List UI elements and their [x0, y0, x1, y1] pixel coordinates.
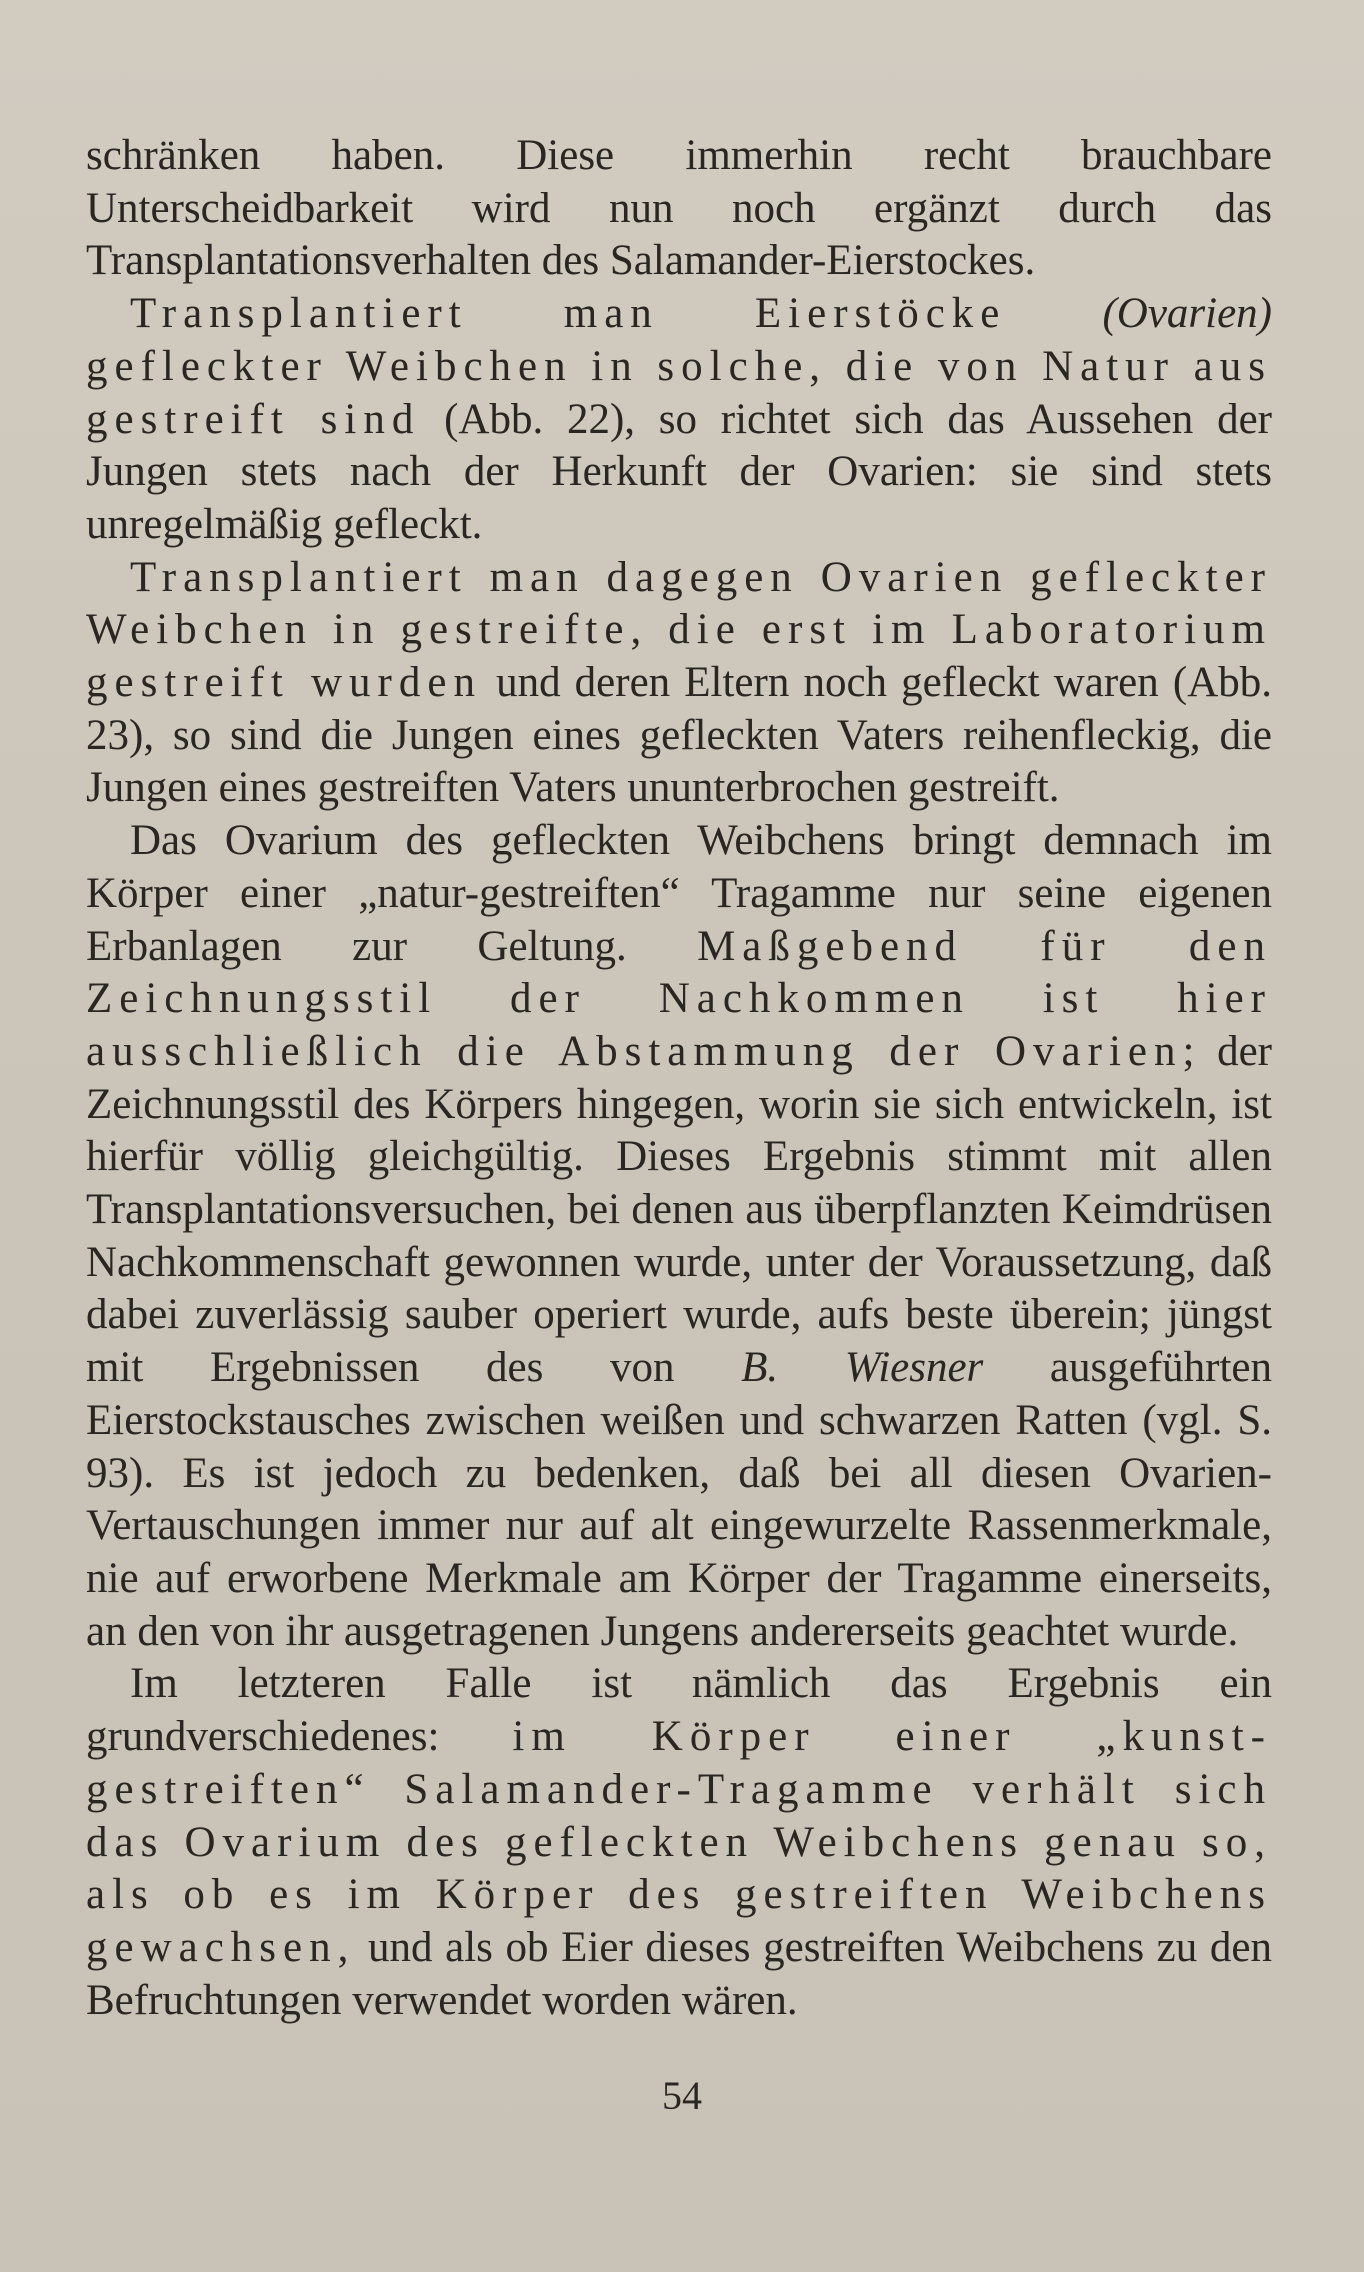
italic-text-run: B. Wiesner: [741, 1344, 984, 1392]
spaced-text-run: Transplantiert man Eierstöcke: [130, 290, 1103, 338]
text-run: Im letzteren Falle ist nämlich das Ergebnis ein grundverschiedenes:: [86, 1660, 1272, 1761]
spaced-text-run: im Körper einer „kunst-gestreiften“ Salamander-Tragamme verhält sich das Ovarium des gefleckten Weibchens genau so, als ob es im Körper des gestreiften Weibchens gewachsen,: [86, 1713, 1272, 1971]
text-run: und deren Eltern noch gefleckt waren (Abb. 23), so sind die Jungen eines gefleckten Vaters reihenfleckig, die Jungen eines gestreiften Vaters ununterbrochen gestreift.: [86, 659, 1272, 812]
paragraph-3: [86, 552, 1272, 816]
text-run: schränken haben. Diese immerhin recht brauchbare Unterscheidbarkeit wird nun noch ergänzt durch das Transplantationsverhalten des Salamander-Eierstockes.: [86, 132, 1272, 285]
paragraph-5: [86, 1658, 1272, 2027]
text-run: ausgeführten Eierstockstausches zwischen weißen und schwarzen Ratten (vgl. S. 93). Es ist jedoch zu bedenken, daß bei all diesen Ovarien-Vertauschungen immer nur auf alt eingewurzelte Rassenmerkmale, nie auf erworbene Merkmale am Körper der Tragamme einerseits, an den von ihr ausgetragenen Jungens andererseits geachtet wurde.: [86, 1344, 1272, 1655]
paragraph-4: [86, 815, 1272, 1658]
text-run: und als ob Eier dieses gestreiften Weibchens zu den Befruchtungen verwendet worden wären.: [86, 1923, 1272, 2024]
page-body: [86, 130, 1272, 2027]
paragraph-1: [86, 130, 1272, 288]
text-run: Das Ovarium des gefleckten Weibchens bringt demnach im Körper einer „natur-gestreiften“ Tragamme nur seine eigenen Erbanlagen zur Geltung.: [86, 817, 1272, 970]
spaced-text-run: Transplantiert man dagegen Ovarien gefleckter Weibchen in gestreifte, die erst im Laboratorium gestreift wurden: [86, 553, 1272, 707]
spaced-text-run: gefleckter Weibchen in solche, die von Natur aus gestreift sind: [86, 342, 1272, 443]
italic-text-run: (Ovarien): [1102, 290, 1272, 338]
page-number: 54: [662, 2073, 702, 2118]
spaced-text-run: Maßgebend für den Zeichnungsstil der Nachkommen ist hier ausschließlich die Abstammung der Ovarien: [86, 922, 1272, 1075]
text-run: ; der Zeichnungsstil des Körpers hingegen, worin sie sich entwickeln, ist hierfür völlig gleichgültig. Dieses Ergebnis stimmt mit allen Transplantationsversuchen, bei denen aus überpflanzten Keimdrüsen Nachkommenschaft gewonnen wurde, unter der Voraussetzung, daß dabei zuverlässig sauber operiert wurde, aufs beste überein; jüngst mit Ergebnissen des von: [86, 1027, 1272, 1392]
text-run: (Abb. 22), so richtet sich das Aussehen der Jungen stets nach der Herkunft der Ovarien: sie sind stets unregelmäßig gefleckt.: [86, 395, 1272, 548]
paragraph-2: [86, 288, 1272, 552]
